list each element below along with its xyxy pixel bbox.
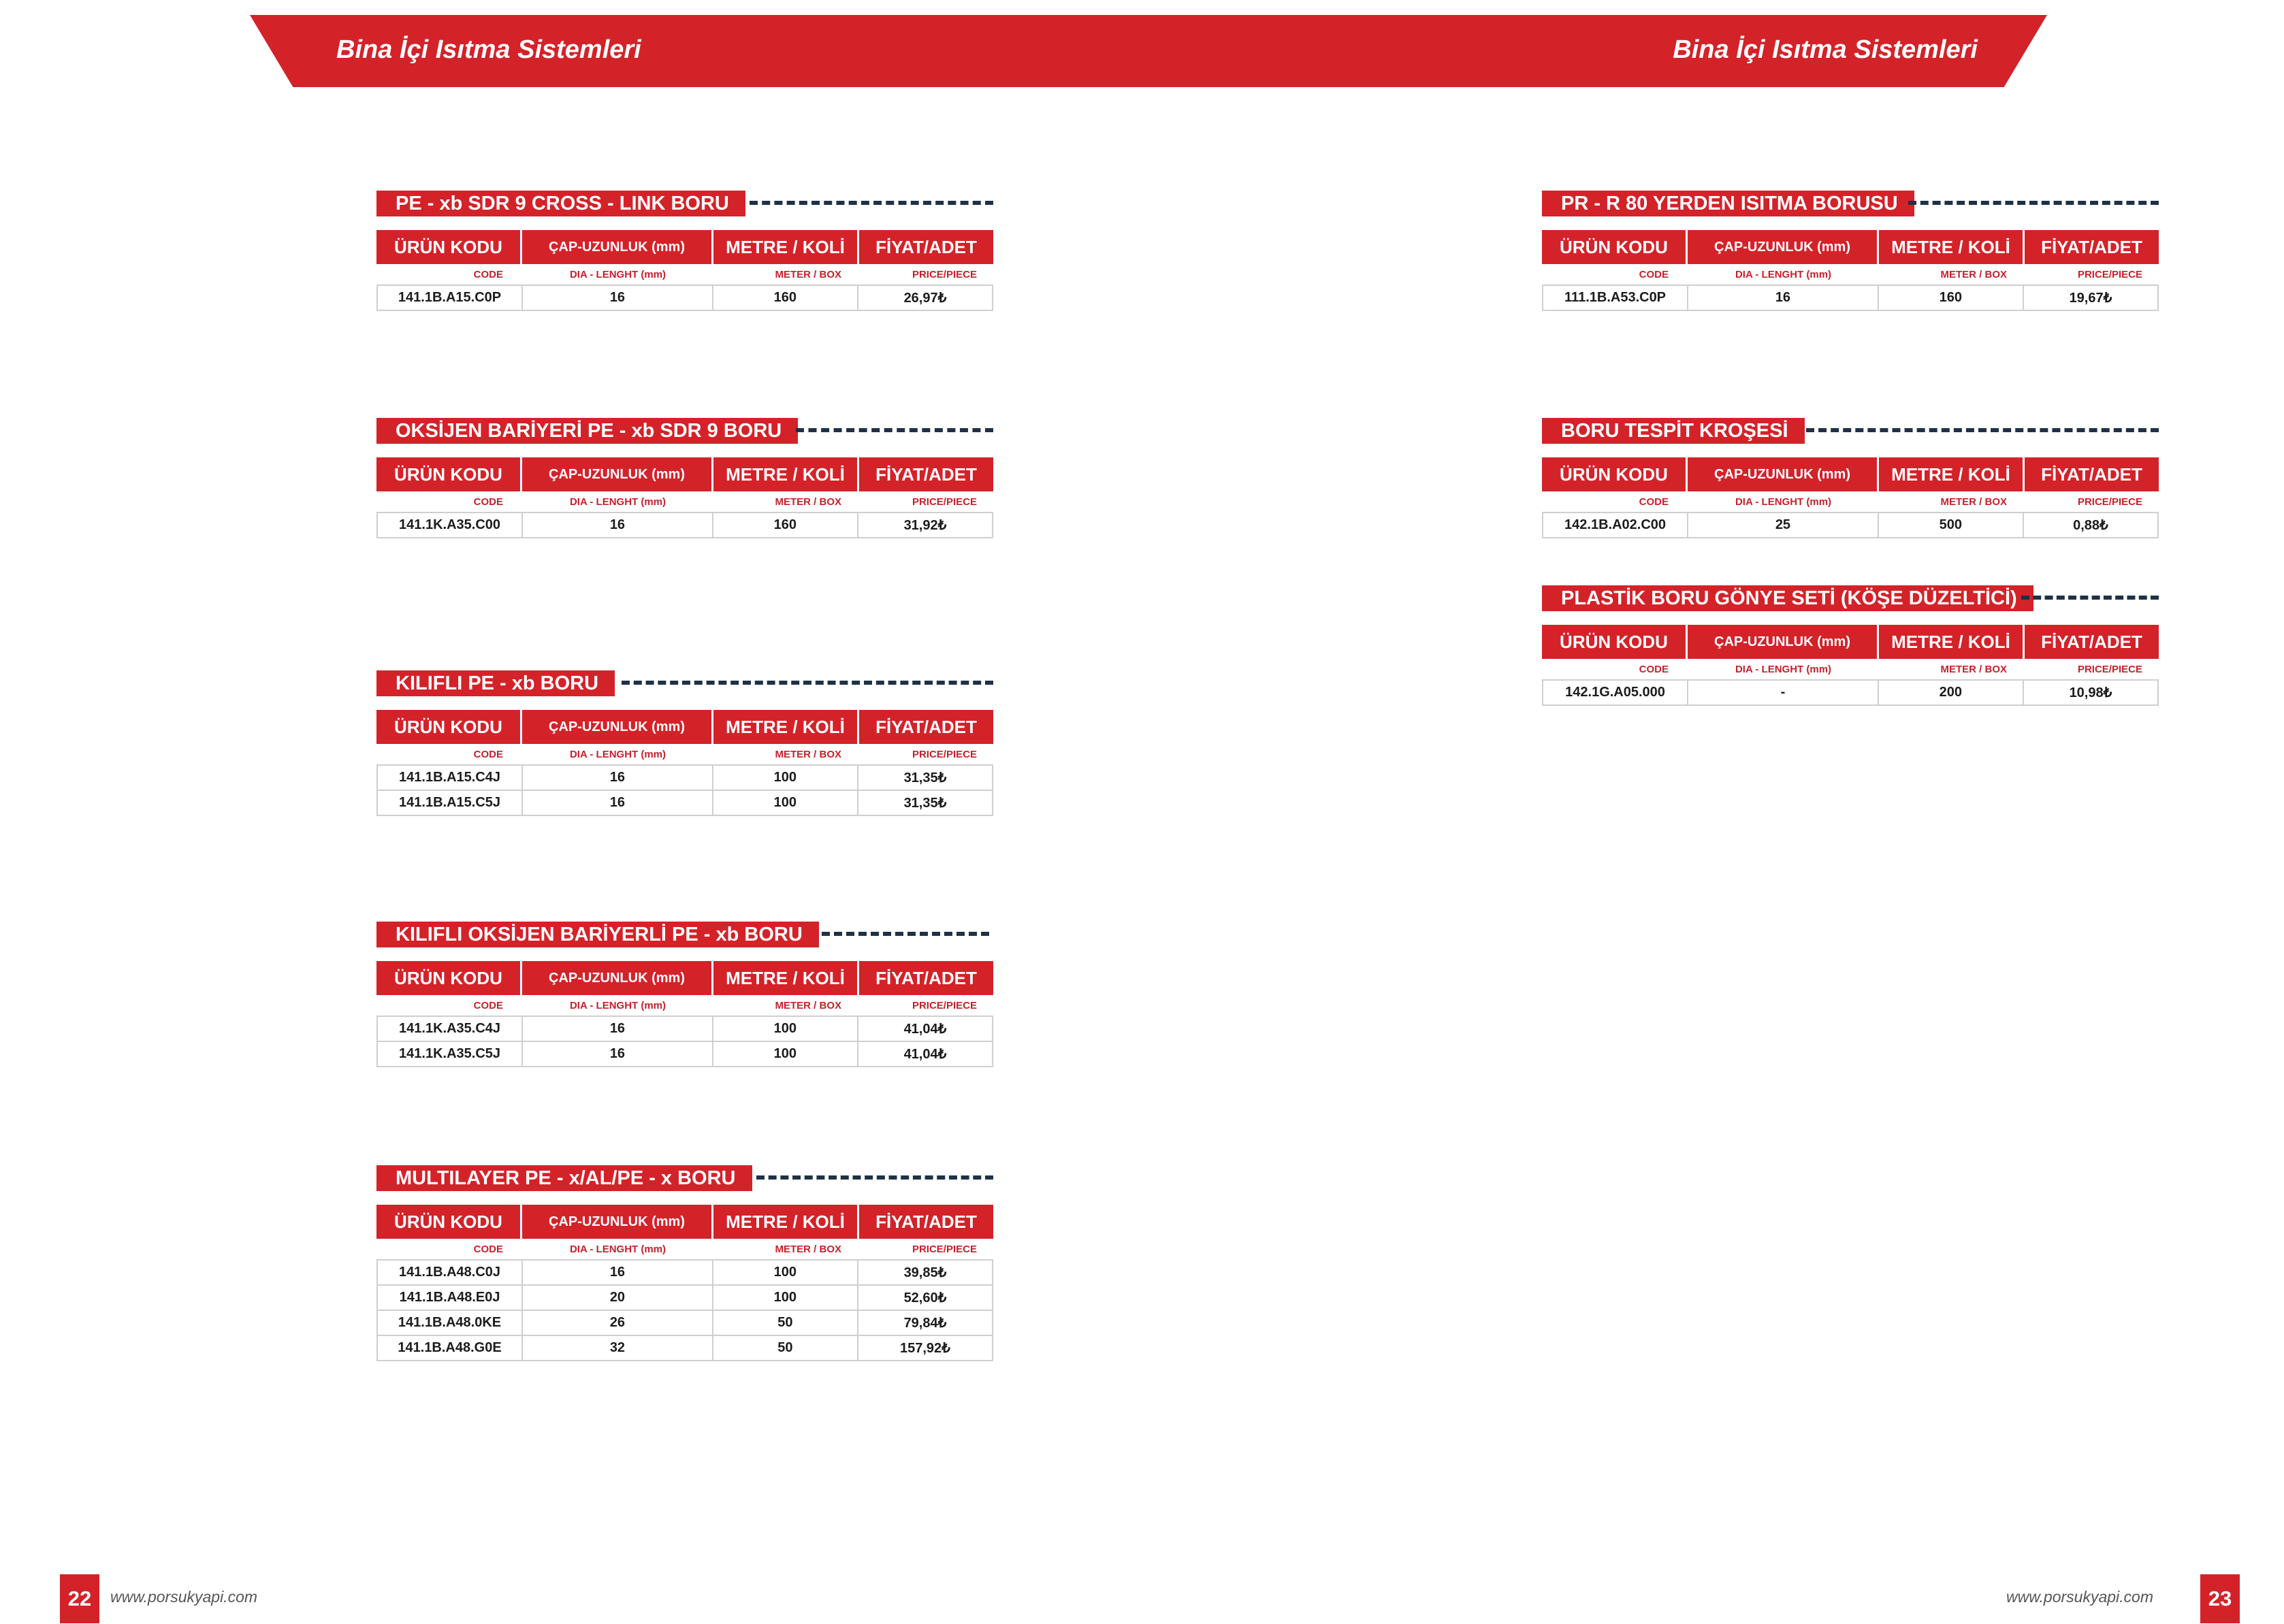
cell-code: 142.1G.A05.000 bbox=[1543, 681, 1688, 704]
table-header bbox=[376, 457, 993, 491]
col-header-price: FİYAT/ADET bbox=[2025, 625, 2159, 659]
cell-meter: 160 bbox=[1879, 286, 2024, 310]
table-subheader bbox=[376, 1239, 993, 1259]
col-sub-price: PRICE/PIECE bbox=[912, 1243, 977, 1255]
col-header-meter: METRE / KOLİ bbox=[1879, 230, 2025, 264]
col-sub-code: CODE bbox=[1639, 496, 1669, 508]
cell-price: 19,67₺ bbox=[2069, 291, 2112, 306]
cell-code: 141.1K.A35.C4J bbox=[378, 1017, 523, 1041]
table-body bbox=[376, 1259, 993, 1361]
col-header-price: FİYAT/ADET bbox=[859, 457, 993, 491]
cell-dia: 16 bbox=[523, 1042, 713, 1066]
col-sub-meter: METER / BOX bbox=[775, 496, 841, 508]
col-sub-code: CODE bbox=[1639, 663, 1669, 675]
section-plastik-gonye bbox=[1542, 585, 2159, 706]
table-subheader bbox=[376, 264, 993, 285]
table-row bbox=[378, 1286, 992, 1311]
section-pr-r80 bbox=[1542, 191, 2159, 311]
section-kilifli-oksijen bbox=[376, 922, 993, 1067]
col-sub-meter: METER / BOX bbox=[1940, 496, 2007, 508]
col-header-price: FİYAT/ADET bbox=[859, 1205, 993, 1239]
col-header-code: ÜRÜN KODU bbox=[376, 457, 522, 491]
section-title: KILIFLI PE - xb BORU bbox=[376, 670, 615, 696]
col-sub-meter: METER / BOX bbox=[775, 748, 841, 760]
table-header bbox=[376, 1205, 993, 1239]
table-row bbox=[378, 766, 992, 791]
table-subheader bbox=[1542, 659, 2159, 679]
section-title: PR - R 80 YERDEN ISITMA BORUSU bbox=[1542, 191, 1914, 216]
col-sub-meter: METER / BOX bbox=[775, 268, 841, 280]
section-oksijen-bariyeri bbox=[376, 418, 993, 538]
table-row bbox=[378, 791, 992, 816]
table-body bbox=[376, 1016, 993, 1067]
col-sub-dia: DIA - LENGHT (mm) bbox=[569, 999, 666, 1011]
cell-price: 31,35₺ bbox=[903, 796, 947, 811]
table-body bbox=[1542, 285, 2159, 311]
table-header bbox=[376, 230, 993, 264]
section-dash-line bbox=[796, 428, 993, 432]
table-header bbox=[376, 961, 993, 995]
cell-dia: 32 bbox=[523, 1336, 713, 1360]
website-url-right[interactable]: www.porsukyapi.com bbox=[2006, 1588, 2153, 1606]
cell-price: 31,92₺ bbox=[903, 518, 947, 533]
col-header-meter: METRE / KOLİ bbox=[713, 230, 859, 264]
col-header-meter: METRE / KOLİ bbox=[713, 1205, 859, 1239]
section-dash-line bbox=[622, 681, 993, 685]
cell-dia: 16 bbox=[523, 1261, 713, 1284]
col-header-dia: ÇAP-UZUNLUK (mm) bbox=[1688, 230, 1879, 264]
cell-meter: 100 bbox=[713, 791, 858, 815]
cell-code: 141.1B.A15.C5J bbox=[378, 791, 523, 815]
table-subheader bbox=[1542, 264, 2159, 285]
cell-meter: 100 bbox=[713, 1261, 858, 1284]
table-body bbox=[1542, 679, 2159, 706]
col-sub-price: PRICE/PIECE bbox=[2077, 268, 2142, 280]
col-sub-dia: DIA - LENGHT (mm) bbox=[569, 748, 666, 760]
col-sub-price: PRICE/PIECE bbox=[912, 748, 977, 760]
col-sub-dia: DIA - LENGHT (mm) bbox=[569, 1243, 666, 1255]
cell-price: 0,88₺ bbox=[2073, 518, 2108, 533]
section-title: PE - xb SDR 9 CROSS - LINK BORU bbox=[376, 191, 745, 216]
col-sub-meter: METER / BOX bbox=[1940, 663, 2007, 675]
col-header-code: ÜRÜN KODU bbox=[376, 1205, 522, 1239]
cell-meter: 100 bbox=[713, 1017, 858, 1041]
col-header-price: FİYAT/ADET bbox=[2025, 230, 2159, 264]
table-subheader bbox=[1542, 491, 2159, 512]
table-row bbox=[1543, 286, 2157, 311]
col-header-meter: METRE / KOLİ bbox=[713, 710, 859, 744]
cell-price: 157,92₺ bbox=[900, 1341, 950, 1356]
table-row bbox=[378, 1261, 992, 1286]
cell-dia: 16 bbox=[523, 1017, 713, 1041]
col-header-code: ÜRÜN KODU bbox=[376, 961, 522, 995]
cell-meter: 160 bbox=[713, 513, 858, 537]
col-sub-price: PRICE/PIECE bbox=[912, 496, 977, 508]
col-header-meter: METRE / KOLİ bbox=[1879, 457, 2025, 491]
section-multilayer bbox=[376, 1165, 993, 1361]
col-header-price: FİYAT/ADET bbox=[859, 230, 993, 264]
col-header-code: ÜRÜN KODU bbox=[376, 230, 522, 264]
section-title: OKSİJEN BARİYERİ PE - xb SDR 9 BORU bbox=[376, 418, 798, 444]
cell-code: 141.1B.A15.C4J bbox=[378, 766, 523, 790]
section-title: KILIFLI OKSİJEN BARİYERLİ PE - xb BORU bbox=[376, 922, 819, 947]
col-sub-meter: METER / BOX bbox=[775, 1243, 841, 1255]
cell-code: 141.1K.A35.C00 bbox=[378, 513, 523, 537]
col-sub-code: CODE bbox=[473, 999, 503, 1011]
table-header bbox=[1542, 457, 2159, 491]
col-sub-code: CODE bbox=[473, 748, 503, 760]
col-header-code: ÜRÜN KODU bbox=[1542, 457, 1688, 491]
table-subheader bbox=[376, 744, 993, 764]
col-sub-code: CODE bbox=[473, 496, 503, 508]
cell-meter: 100 bbox=[713, 1042, 858, 1066]
cell-dia: 16 bbox=[523, 766, 713, 790]
page-number-right: 23 bbox=[2200, 1574, 2240, 1623]
cell-meter: 100 bbox=[713, 766, 858, 790]
table-header bbox=[1542, 230, 2159, 264]
cell-dia: 20 bbox=[523, 1286, 713, 1310]
table-row bbox=[378, 1336, 992, 1361]
cell-dia: 16 bbox=[523, 513, 713, 537]
table-body bbox=[1542, 512, 2159, 538]
website-url-left[interactable]: www.porsukyapi.com bbox=[110, 1588, 258, 1606]
cell-price: 26,97₺ bbox=[903, 291, 947, 306]
col-header-price: FİYAT/ADET bbox=[2025, 457, 2159, 491]
cell-price: 79,84₺ bbox=[903, 1316, 947, 1331]
table-row bbox=[378, 513, 992, 538]
table-row bbox=[378, 1311, 992, 1336]
cell-meter: 500 bbox=[1879, 513, 2024, 537]
col-sub-dia: DIA - LENGHT (mm) bbox=[569, 496, 666, 508]
col-sub-meter: METER / BOX bbox=[775, 999, 841, 1011]
section-dash-line bbox=[1806, 428, 2159, 432]
col-sub-dia: DIA - LENGHT (mm) bbox=[1735, 496, 1832, 508]
section-dash-line bbox=[822, 932, 989, 936]
table-subheader bbox=[376, 995, 993, 1016]
col-header-dia: ÇAP-UZUNLUK (mm) bbox=[522, 710, 713, 744]
cell-code: 141.1B.A15.C0P bbox=[378, 286, 523, 310]
table-row bbox=[1543, 513, 2157, 538]
cell-dia: 16 bbox=[523, 791, 713, 815]
table-row bbox=[378, 1042, 992, 1067]
cell-price: 10,98₺ bbox=[2069, 685, 2112, 700]
col-sub-dia: DIA - LENGHT (mm) bbox=[569, 268, 666, 280]
table-subheader bbox=[376, 491, 993, 512]
cell-meter: 160 bbox=[713, 286, 858, 310]
col-sub-price: PRICE/PIECE bbox=[2077, 663, 2142, 675]
table-row bbox=[378, 1017, 992, 1042]
col-sub-dia: DIA - LENGHT (mm) bbox=[1735, 663, 1832, 675]
col-header-meter: METRE / KOLİ bbox=[1879, 625, 2025, 659]
table-header bbox=[1542, 625, 2159, 659]
col-header-price: FİYAT/ADET bbox=[859, 961, 993, 995]
cell-dia: 16 bbox=[1688, 286, 1879, 310]
section-kilifli-pe-xb bbox=[376, 670, 993, 816]
cell-code: 142.1B.A02.C00 bbox=[1543, 513, 1688, 537]
cell-code: 141.1B.A48.E0J bbox=[378, 1286, 523, 1310]
cell-price: 39,85₺ bbox=[903, 1265, 947, 1280]
col-sub-dia: DIA - LENGHT (mm) bbox=[1735, 268, 1832, 280]
col-header-dia: ÇAP-UZUNLUK (mm) bbox=[522, 457, 713, 491]
col-sub-price: PRICE/PIECE bbox=[2077, 496, 2142, 508]
cell-code: 141.1K.A35.C5J bbox=[378, 1042, 523, 1066]
col-header-dia: ÇAP-UZUNLUK (mm) bbox=[1688, 625, 1879, 659]
cell-dia: 16 bbox=[523, 286, 713, 310]
col-header-dia: ÇAP-UZUNLUK (mm) bbox=[522, 961, 713, 995]
section-dash-line bbox=[2021, 596, 2159, 600]
table-row bbox=[378, 286, 992, 311]
col-sub-meter: METER / BOX bbox=[1940, 268, 2007, 280]
cell-dia: - bbox=[1688, 681, 1879, 704]
section-title: MULTILAYER PE - x/AL/PE - x BORU bbox=[376, 1165, 752, 1191]
col-sub-code: CODE bbox=[1639, 268, 1669, 280]
col-sub-price: PRICE/PIECE bbox=[912, 999, 977, 1011]
col-header-dia: ÇAP-UZUNLUK (mm) bbox=[1688, 457, 1879, 491]
col-header-meter: METRE / KOLİ bbox=[713, 457, 859, 491]
cell-price: 52,60₺ bbox=[903, 1290, 947, 1305]
col-sub-code: CODE bbox=[473, 1243, 503, 1255]
section-dash-line bbox=[1908, 201, 2159, 205]
cell-code: 141.1B.A48.C0J bbox=[378, 1261, 523, 1284]
col-header-dia: ÇAP-UZUNLUK (mm) bbox=[522, 1205, 713, 1239]
table-header bbox=[376, 710, 993, 744]
col-sub-code: CODE bbox=[473, 268, 503, 280]
table-row bbox=[1543, 681, 2157, 706]
cell-code: 141.1B.A48.0KE bbox=[378, 1311, 523, 1335]
col-header-code: ÜRÜN KODU bbox=[1542, 625, 1688, 659]
section-pe-xb-sdr9 bbox=[376, 191, 993, 311]
col-header-meter: METRE / KOLİ bbox=[713, 961, 859, 995]
cell-meter: 100 bbox=[713, 1286, 858, 1310]
section-title: BORU TESPİT KROŞESİ bbox=[1542, 418, 1805, 444]
section-boru-tespit bbox=[1542, 418, 2159, 538]
section-title: PLASTİK BORU GÖNYE SETİ (KÖŞE DÜZELTİCİ) bbox=[1542, 585, 2033, 611]
cell-dia: 25 bbox=[1688, 513, 1879, 537]
section-dash-line bbox=[750, 201, 993, 205]
col-header-code: ÜRÜN KODU bbox=[376, 710, 522, 744]
cell-price: 31,35₺ bbox=[903, 770, 947, 785]
section-dash-line bbox=[756, 1175, 993, 1180]
col-header-code: ÜRÜN KODU bbox=[1542, 230, 1688, 264]
cell-code: 111.1B.A53.C0P bbox=[1543, 286, 1688, 310]
col-sub-price: PRICE/PIECE bbox=[912, 268, 977, 280]
cell-code: 141.1B.A48.G0E bbox=[378, 1336, 523, 1360]
cell-price: 41,04₺ bbox=[903, 1022, 947, 1037]
cell-dia: 26 bbox=[523, 1311, 713, 1335]
cell-meter: 50 bbox=[713, 1336, 858, 1360]
header-title-left: Bina İçi Isıtma Sistemleri bbox=[336, 35, 641, 64]
cell-meter: 200 bbox=[1879, 681, 2024, 704]
page-number-left: 22 bbox=[60, 1574, 99, 1623]
col-header-dia: ÇAP-UZUNLUK (mm) bbox=[522, 230, 713, 264]
table-body bbox=[376, 285, 993, 311]
header-title-right: Bina İçi Isıtma Sistemleri bbox=[1673, 35, 1978, 64]
cell-meter: 50 bbox=[713, 1311, 858, 1335]
col-header-price: FİYAT/ADET bbox=[859, 710, 993, 744]
table-body bbox=[376, 764, 993, 816]
table-body bbox=[376, 512, 993, 538]
cell-price: 41,04₺ bbox=[903, 1047, 947, 1062]
